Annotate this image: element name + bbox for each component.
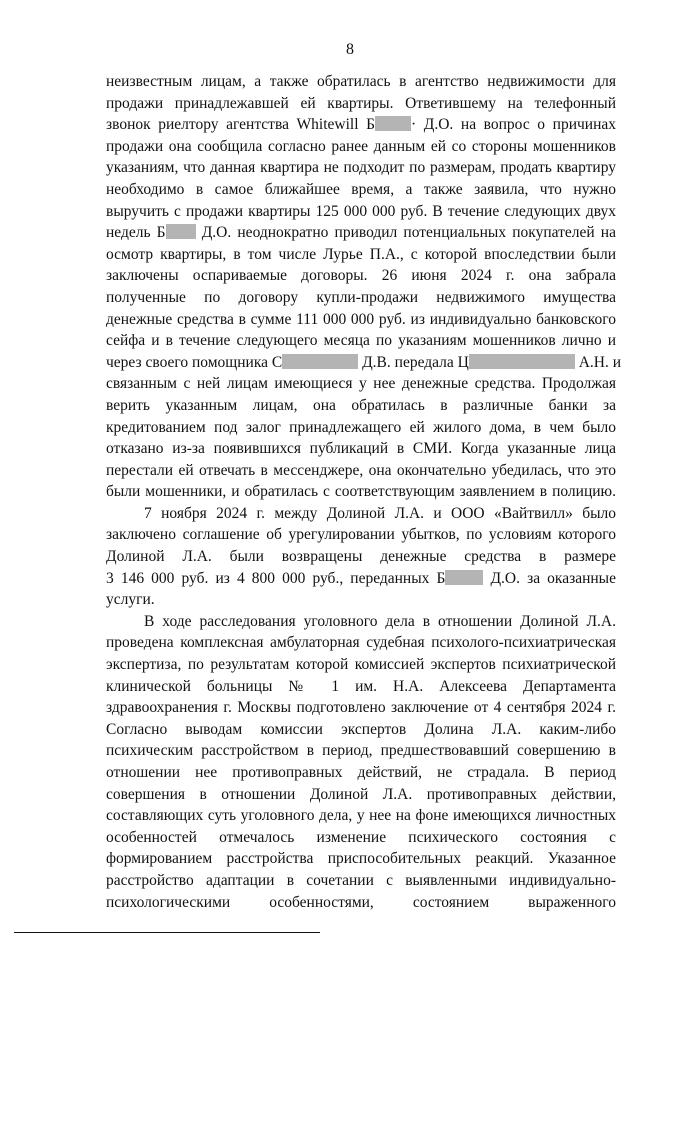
text-segment: Согласно выводам комиссии экспертов Долина Л.А. каким-либо (106, 720, 616, 738)
text-line (106, 136, 616, 158)
text-segment: Д.О. неоднократно приводил потенциальных покупателей на (195, 224, 616, 242)
text-segment: А.Н. и (574, 353, 622, 371)
redacted-name (282, 354, 358, 369)
text-line (106, 892, 616, 914)
text-segment: осмотр квартиры, в том числе Лурье П.А., с которой впоследствии были (106, 245, 616, 263)
text-segment: указаниям, что данная квартира не подходит по размерам, продать квартиру (106, 159, 616, 177)
text-segment: звонок риелтору агентства Whitewill Б (106, 116, 376, 134)
text-line (106, 870, 616, 892)
text-line (106, 352, 622, 374)
text-segment: денежные средства в сумме 111 000 000 руб. из индивидуально банковского (106, 310, 616, 328)
text-segment: через своего помощника С (106, 353, 283, 371)
text-segment: связанным с ней лицам имеющиеся у нее денежные средства. Продолжая (106, 375, 616, 393)
text-line (106, 373, 616, 395)
text-line (106, 309, 616, 331)
text-segment: 7 ноября 2024 г. между Долиной Л.А. и ООО «Вайтвилл» было (144, 504, 616, 522)
text-segment: заключено соглашение об урегулировании убытков, по условиям которого (106, 526, 616, 544)
text-line (106, 481, 616, 503)
text-segment: кредитованием под залог принадлежащего ей жилого дома, в чем было (106, 418, 616, 436)
redacted-name (375, 116, 411, 131)
redacted-name (166, 224, 196, 239)
text-line (106, 503, 616, 525)
text-segment: совершения в отношении Долиной Л.А. противоправных действии, (106, 785, 616, 803)
text-line (106, 654, 616, 676)
text-line (106, 762, 616, 784)
text-segment: экспертиза, по результатам которой комиссией экспертов психиатрической (106, 656, 616, 674)
text-line (106, 71, 616, 93)
text-line (106, 395, 616, 417)
text-line (106, 114, 616, 136)
text-segment: продажи она сообщила согласно ранее данным ей со стороны мошенников (106, 137, 616, 155)
text-line (106, 287, 616, 309)
text-segment: отношении нее противоправных действий, не страдала. В период (106, 764, 616, 781)
text-segment: клинической больницы № 1 им. Н.А. Алексеева Департамента (106, 677, 616, 695)
text-segment: проведена комплексная амбулаторная судебная психолого-психиатрическая (106, 634, 616, 652)
text-segment: сейфа и в течение следующего месяца по указаниям мошенников лично и (106, 332, 616, 350)
text-segment: продажи принадлежавшей ей квартиры. Ответившему на телефонный (106, 94, 616, 112)
text-segment: Д.О. за оказанные (483, 569, 616, 587)
text-segment: · Д.О. на вопрос о причинах (411, 116, 616, 134)
text-segment: верить указанным лицам, она обратилась в различные банки за (106, 396, 616, 414)
text-segment: были мошенники, и обратилась с соответствующим заявлением в полицию. (106, 483, 616, 501)
text-segment: Д.В. передала Ц (358, 353, 469, 371)
redacted-name (445, 570, 483, 585)
text-line (106, 589, 616, 611)
text-line (106, 330, 616, 352)
text-segment: особенностей отмечалось изменение психического состояния с (106, 828, 616, 846)
text-segment: здравоохранения г. Москвы подготовлено заключение от 4 сентября 2024 г. (106, 699, 616, 717)
text-segment: расстройство адаптации в сочетании с выявленными индивидуально- (106, 871, 616, 889)
text-line (106, 546, 616, 568)
text-segment: психологическими особенностями, состоянием выраженного (106, 893, 616, 911)
text-line (106, 568, 616, 590)
text-line (106, 222, 616, 244)
text-segment: 3 146 000 руб. из 4 800 000 руб., переданных Б (106, 569, 446, 587)
text-segment: недель Б (106, 224, 166, 242)
document-body (106, 71, 622, 913)
text-segment: перестали ей отвечать в мессенджере, она окончательно убедилась, что это (106, 461, 616, 479)
text-line (106, 265, 616, 287)
text-line (106, 157, 616, 179)
text-line (106, 611, 616, 633)
text-segment: отказано из-за появившихся публикаций в СМИ. Когда указанные лица (106, 440, 616, 458)
footnote-separator (14, 932, 320, 933)
text-line (106, 805, 616, 827)
text-segment: В ходе расследования уголовного дела в отношении Долиной Л.А. (144, 612, 616, 630)
text-segment: услуги. (106, 591, 155, 609)
text-segment: психическим расстройством в период, предшествовавший совершению в (106, 742, 616, 760)
text-segment: выручить с продажи квартиры 125 000 000 руб. В течение следующих двух (106, 202, 616, 220)
text-line (106, 827, 616, 849)
text-line (106, 524, 616, 546)
text-line (106, 417, 616, 439)
text-line (106, 244, 616, 266)
text-line (106, 201, 616, 223)
text-line (106, 740, 616, 762)
text-line (106, 179, 616, 201)
text-line (106, 719, 616, 741)
text-segment: неизвестным лицам, а также обратилась в агентство недвижимости для (106, 73, 616, 90)
text-line (106, 697, 616, 719)
text-line (106, 460, 616, 482)
text-segment: необходимо в самое ближайшее время, а также заявила, что нужно (106, 180, 616, 198)
text-line (106, 438, 616, 460)
text-line (106, 848, 616, 870)
page-number: 8 (346, 41, 354, 58)
text-line (106, 632, 616, 654)
text-line (106, 676, 616, 698)
redacted-name (469, 354, 575, 369)
text-segment: полученные по договору купли-продажи недвижимого имущества (106, 288, 616, 306)
text-line (106, 93, 616, 115)
text-segment: Долиной Л.А. были возвращены денежные средства в размере (106, 548, 616, 566)
text-segment: формированием расстройства приспособительных реакций. Указанное (106, 850, 616, 868)
text-line (106, 784, 616, 806)
text-segment: составляющих суть уголовного дела, у нее на фоне имеющихся личностных (106, 807, 616, 825)
text-segment: заключены оспариваемые договоры. 26 июня 2024 г. она забрала (106, 267, 616, 285)
